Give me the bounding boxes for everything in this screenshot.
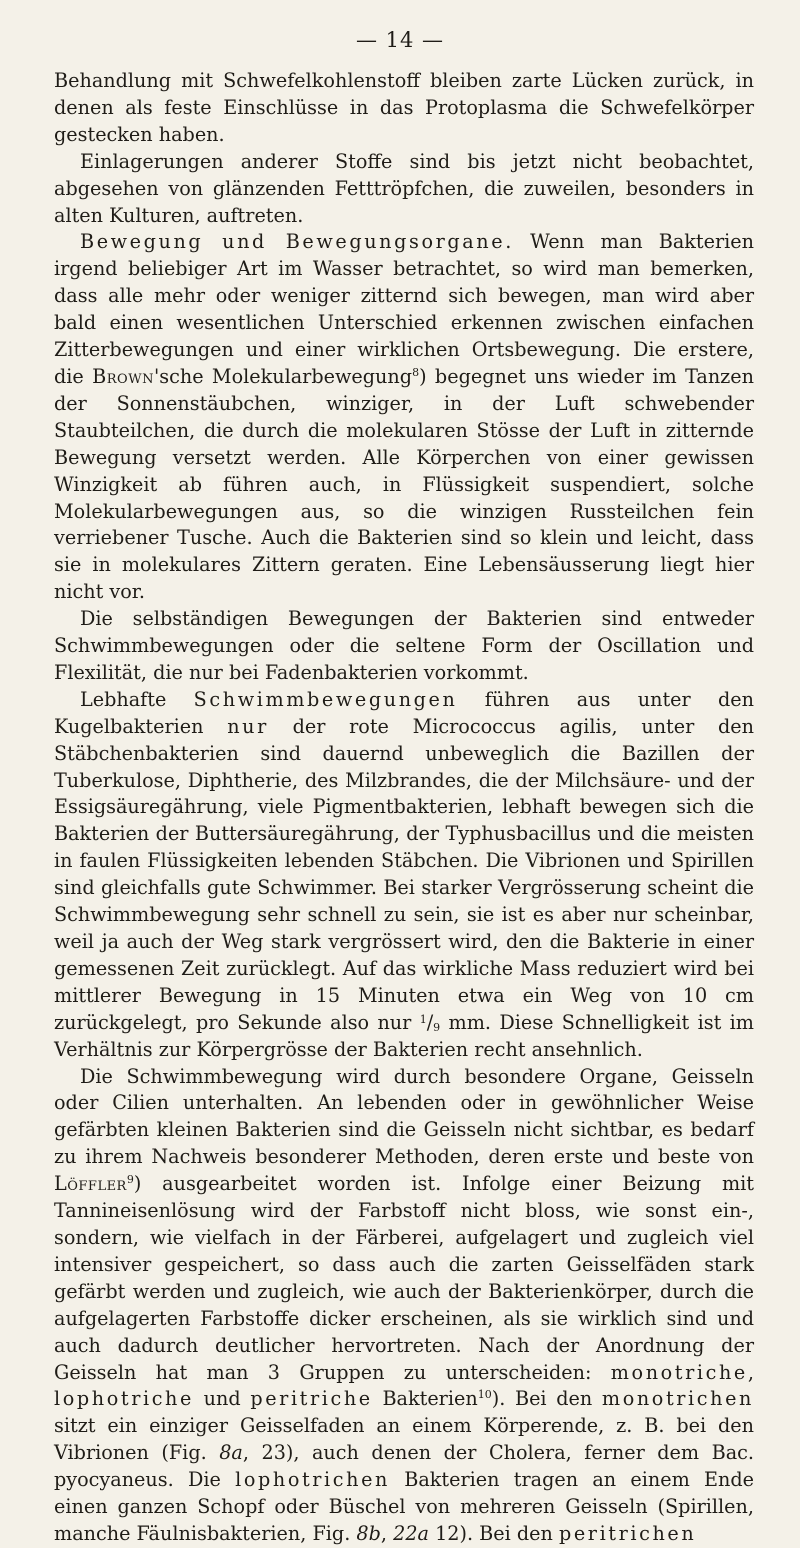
text-run: der rote Micrococcus agilis, unter den Stäbchenbakterien sind dauernd unbeweglich die Bazillen der Tuberkulose, Diphtherie, des Milzbrandes, die der Milchsäure- und der Essigsäuregährung, viele Pigmentbakterien, lebhaft bewegen sich die Bakterien der Buttersäuregährung, der Typhusbacillus und die meisten in faulen Flüssigkeiten lebenden Stäbchen. Die Vibrionen und Spirillen sind gleichfalls gute Schwimmer. Bei starker Vergrösserung scheint die Schwimmbewegung sehr schnell zu sein, sie ist es aber nur scheinbar, weil ja auch der Weg stark vergrössert wird, den die Bakterie in einer gemessenen Zeit zurücklegt. Auf das wirkliche Mass reduziert wird bei mittlerer Bewegung in 15 Minuten etwa ein Weg von 10 cm zurückgelegt, pro Sekunde also nur <box>54 714 754 1034</box>
text-run: , <box>747 1360 754 1384</box>
text-run: ) begegnet uns wieder im Tanzen der Sonnenstäubchen, winziger, in der Luft schwebender Staubteilchen, die durch die molekularen Stösse der Luft in zitternde Bewegung versetzt werden. Alle Körperchen von einer gewissen Winzigkeit ab führen auch, in Flüssigkeit suspendiert, solche Molekularbewegungen aus, so die winzigen Russteilchen fein verriebener Tusche. Auch die Bakterien sind so klein und leicht, dass sie in molekulares Zittern geraten. Eine Lebensäusserung liegt hier nicht vor. <box>54 364 754 604</box>
footnote-ref-10: 10 <box>477 1388 492 1402</box>
paragraph-2: Einlagerungen anderer Stoffe sind bis jetzt nicht beobachtet, abgesehen von glänzenden Fetttröpfchen, die zuweilen, besonders in alten Kulturen, auftreten. <box>54 149 754 227</box>
paragraph-1: Behandlung mit Schwefelkohlenstoff bleiben zarte Lücken zurück, in denen als feste Einschlüsse in das Protoplasma die Schwefelkörper gestecken haben. <box>54 69 754 146</box>
fraction-denominator: 9 <box>433 1020 441 1034</box>
text-run: ). Bei den <box>491 1387 602 1411</box>
text-run: Die Schwimmbewegung wird durch besondere Organe, Geisseln oder Cilien unterhalten. An lebenden oder in gewöhnlicher Weise gefärbten kleinen Bakterien sind die Geisseln nicht sichtbar, es bedarf zu ihrem Nachweis besonderer Methoden, deren erste und beste von <box>54 1064 754 1169</box>
footnote-ref-8: 8 <box>412 365 420 379</box>
paragraph-3 <box>54 229 754 606</box>
text-run: , 23), auch denen der Cholera, ferner dem Bac. pyocyaneus. Die <box>54 1441 754 1492</box>
text-run: , <box>380 1521 394 1545</box>
footnote-ref-9: 9 <box>126 1173 134 1187</box>
fraction: $^1/_9$ <box>419 1010 441 1034</box>
figure-ref: 8b <box>356 1521 381 1545</box>
paragraph-6 <box>54 1064 754 1548</box>
spaced-term: monotriche <box>610 1360 748 1384</box>
text-run: 12). Bei den <box>428 1521 559 1545</box>
paragraph-4: Die selbständigen Bewegungen der Bakterien sind entweder Schwimmbewegungen oder die seltene Form der Oscillation und Flexilität, die nur bei Fadenbakterien vorkommt. <box>54 607 754 684</box>
page-number: — 14 — <box>355 28 445 52</box>
text-run: ) ausgearbeitet worden ist. Infolge einer Beizung mit Tannineisenlösung wird der Farbstoff nicht bloss, wie sonst ein-, sondern, wie vielfach in der Färberei, aufgelagert und zugleich viel intensiver gespeichert, so dass auch die zarten Geisselfäden stark gefärbt werden und zugleich, wie auch der Bakterienkörper, durch die aufgelagerten Farbstoffe dicker erscheinen, als sie wirklich sind und auch dadurch deutlicher hervortreten. Nach der Anordnung der Geisseln hat man 3 Gruppen zu unterscheiden: <box>54 1172 754 1384</box>
spaced-term: peritrichen <box>558 1521 697 1545</box>
text-run: Wenn man Bakterien irgend beliebiger Art im Wasser betrachtet, so wird man bemerken, dass alle mehr oder weniger zitternd sich bewegen, man wird aber bald einen wesentlichen Unterschied erkennen zwischen einfachen Zitterbewegungen und einer wirklichen Ortsbewegung. Die erstere, die <box>54 230 754 388</box>
text-run: 'sche Molekularbewegung <box>153 364 413 388</box>
spaced-term: monotrichen <box>601 1387 754 1411</box>
spaced-term: Schwimmbewegungen <box>193 687 458 711</box>
figure-ref: 22a <box>393 1521 429 1545</box>
text-run: Bakterien <box>372 1387 478 1411</box>
spaced-term: lophotriche <box>54 1387 194 1411</box>
text-run: mm. Diese Schnelligkeit ist im Verhältnis zur Körpergrösse der Bakterien recht ansehnlich. <box>54 1010 754 1061</box>
text-run: und <box>193 1387 251 1411</box>
spaced-term: peritriche <box>250 1387 373 1411</box>
text-run: Lebhafte <box>80 687 194 711</box>
text-run: führen aus unter den Kugelbakterien <box>54 687 754 738</box>
text-run: Bakterien tragen an einem Ende einen ganzen Schopf oder Büschel von mehreren Geisseln (Spirillen, manche Fäulnisbakterien, Fig. <box>54 1468 755 1545</box>
spaced-term: lophotrichen <box>235 1468 391 1492</box>
body-text <box>54 68 754 1548</box>
author-name-loeffler: Löffler <box>54 1172 127 1196</box>
text-run: sitzt ein einziger Geisselfaden an einem Körperende, z. B. bei den Vibrionen (Fig. <box>54 1414 754 1465</box>
spaced-term: nur <box>227 714 269 738</box>
paragraph-5 <box>54 687 754 1064</box>
author-name-brown: Brown <box>92 364 154 388</box>
fraction-numerator: 1 <box>419 1012 427 1026</box>
figure-ref: 8a <box>219 1441 243 1465</box>
section-heading-bewegung: Bewegung und Bewegungsorgane. <box>80 230 514 254</box>
